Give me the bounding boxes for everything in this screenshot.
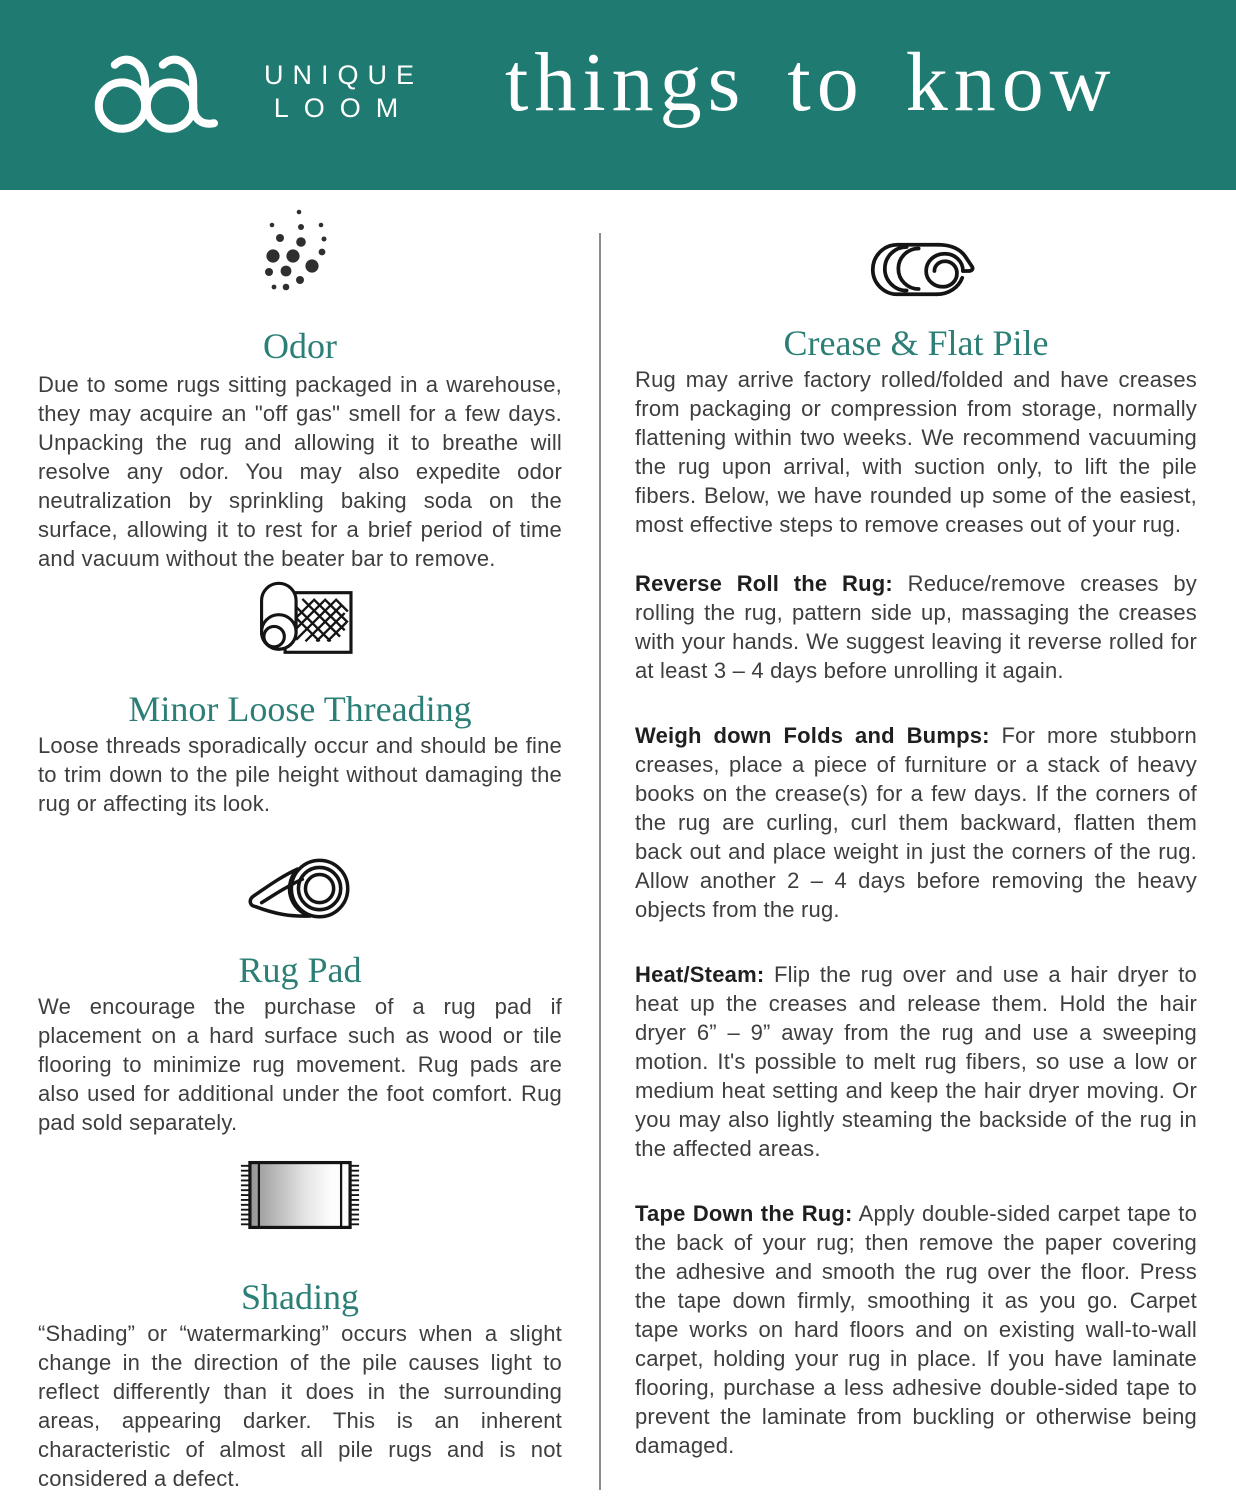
rolled-rug-crosshatch-icon (241, 577, 359, 662)
content-area (0, 190, 1236, 1500)
section-body-minor-loose-threading: Loose threads sporadically occur and should be fine to trim down to the pile height without damaging the rug or affecting its look. (38, 733, 562, 816)
tip-weigh-down (635, 721, 1197, 924)
tip-heat-steam (635, 960, 1197, 1163)
section-odor (38, 190, 562, 573)
unique-loom-logo-icon (90, 48, 242, 136)
header-banner (0, 0, 1236, 190)
section-title-minor-loose-threading: Minor Loose Threading (128, 689, 472, 729)
section-crease-flat-pile (635, 190, 1197, 1460)
tip-reverse-roll-label: Reverse Roll the Rug: (635, 571, 893, 596)
rolled-rug-side-icon (854, 240, 978, 307)
shaded-rug-icon (239, 1158, 361, 1237)
section-title-crease-flat-pile: Crease & Flat Pile (783, 323, 1049, 363)
section-minor-loose-threading (38, 573, 562, 818)
tip-weigh-down-body: For more stubborn creases, place a piece of furniture or a stack of heavy books on the crease(s) for a few days. If the corners of the rug are curling, curl them backward, flatten them back out and place weight in just the corners of the rug. Allow another 2 – 4 days before removing the heavy objects from the rug. (635, 723, 1197, 922)
section-body-shading: “Shading” or “watermarking” occurs when a slight change in the direction of the pile causes light to reflect differently than it does in the surrounding areas, appearing darker. This is an inherent characteristic of almost all pile rugs and is not considered a defect. (38, 1321, 562, 1491)
tip-tape-down-body: Apply double-sided carpet tape to the back of your rug; then remove the paper covering the adhesive and smooth the rug over the floor. Press the tape down firmly, smoothing it as you go. Carpet tape works on hard floors and on existing wall-to-wall carpet, holding your rug in place. If you have laminate flooring, purchase a less adhesive double-sided tape to prevent the laminate from buckling or otherwise being damaged. (635, 1201, 1198, 1458)
section-shading (38, 1137, 562, 1493)
tip-weigh-down-label: Weigh down Folds and Bumps: (635, 723, 990, 748)
tip-heat-steam-label: Heat/Steam: (635, 962, 765, 987)
brand-name-line1: UNIQUE (264, 60, 424, 90)
brand-lockup (90, 48, 423, 136)
tip-tape-down (635, 1199, 1197, 1460)
brand-name (264, 59, 423, 125)
tip-reverse-roll (635, 569, 1197, 685)
column-divider (599, 233, 601, 1490)
tip-heat-steam-body: Flip the rug over and use a hair dryer to heat up the creases and release them. Hold the hair dryer 6” – 9” away from the rug and use a sweeping motion. It's possible to melt rug fibers, so use a low or medium heat setting and keep the hair dryer moving. Or you may also lightly steaming the backside of the rug in the affected areas. (635, 962, 1197, 1161)
section-title-rug-pad: Rug Pad (238, 950, 362, 990)
section-body-odor: Due to some rugs sitting packaged in a warehouse, they may acquire an "off gas" smell for a few days. Unpacking the rug and allowing it to breathe will resolve any odor. You may also expedite odor neutralization by sprinkling baking soda on the surface, allowing it to rest for a brief period of time and vacuum without the beater bar to remove. (38, 372, 562, 571)
section-intro-crease-flat-pile: Rug may arrive factory rolled/folded and have creases from packaging or compression from storage, normally flattening within two weeks. We recommend vacuuming the rug upon arrival, with suction only, to lift the pile fibers. Below, we have rounded up some of the easiest, most effective steps to remove creases out of your rug. (635, 367, 1197, 537)
section-title-shading: Shading (240, 1277, 359, 1317)
section-rug-pad (38, 818, 562, 1137)
odor-specks-icon (252, 207, 348, 308)
tip-tape-down-label: Tape Down the Rug: (635, 1201, 853, 1226)
rug-pad-roll-icon (241, 851, 359, 928)
right-column (635, 190, 1197, 1460)
page-title: things to know (505, 36, 1117, 129)
brand-name-line2: LOOM (273, 93, 414, 123)
left-column (38, 190, 562, 1493)
section-title-odor: Odor (263, 326, 337, 366)
tip-reverse-roll-body: Reduce/remove creases by rolling the rug, pattern side up, massaging the creases with your hands. We suggest leaving it reverse rolled for at least 3 – 4 days before unrolling it again. (635, 571, 1197, 683)
section-body-rug-pad: We encourage the purchase of a rug pad if placement on a hard surface such as wood or tile flooring to minimize rug movement. Rug pads are also used for additional under the foot comfort. Rug pad sold separately. (38, 994, 562, 1135)
